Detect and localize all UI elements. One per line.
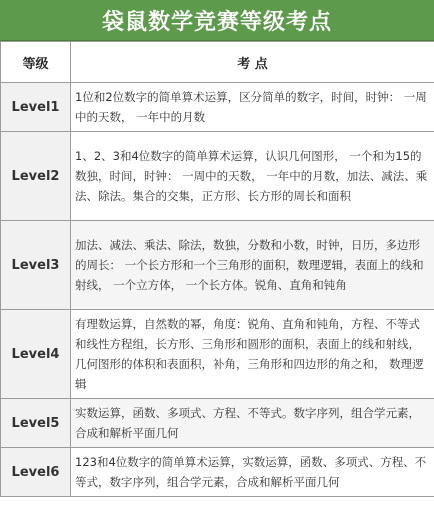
level-cell: Level4 <box>1 310 71 399</box>
header-points: 考 点 <box>71 42 434 83</box>
points-cell: 实数运算，函数、多项式、方程、不等式。数字序列，组合学元素，合成和解析平面几何 <box>71 399 434 448</box>
table-row <box>1 83 434 132</box>
levels-table <box>0 41 434 497</box>
level-cell: Level5 <box>1 399 71 448</box>
table-row <box>1 399 434 448</box>
level-cell: Level2 <box>1 132 71 221</box>
points-cell: 有理数运算，自然数的幂，角度：锐角、直角和钝角，方程、不等式和线性方程组，长方形、三角形和圆形的面积，表面上的线和射线，几何图形的体积和表面积，补角，三角形和四边形的角之和， 数理逻辑 <box>71 310 434 399</box>
level-cell: Level1 <box>1 83 71 132</box>
table-header-row <box>1 42 434 83</box>
points-cell: 加法、减法、乘法、除法，数独，分数和小数，时钟，日历，多边形的周长： 一个长方形和一个三角形的面积，数理逻辑，表面上的线和射线， 一个立方体， 一个长方体。锐角、直角和钝角 <box>71 221 434 310</box>
points-cell: 1、2、3和4位数字的简单算术运算，认识几何图形， 一个和为15的数独，时间，时钟： 一周中的天数， 一年中的月数，加法、减法、乘法、除法。集合的交集，正方形、长方形的周长和面积 <box>71 132 434 221</box>
level-cell: Level3 <box>1 221 71 310</box>
header-level: 等级 <box>1 42 71 83</box>
page-title: 袋鼠数学竞赛等级考点 <box>0 0 434 41</box>
table-row <box>1 448 434 497</box>
table-row <box>1 132 434 221</box>
points-cell: 1位和2位数字的简单算术运算，区分简单的数字，时间，时钟： 一周中的天数， 一年中的月数 <box>71 83 434 132</box>
level-cell: Level6 <box>1 448 71 497</box>
table-row <box>1 221 434 310</box>
table-row <box>1 310 434 399</box>
points-cell: 123和4位数字的简单算术运算，实数运算，函数、多项式、方程、不等式，数字序列，组合学元素，合成和解析平面几何 <box>71 448 434 497</box>
